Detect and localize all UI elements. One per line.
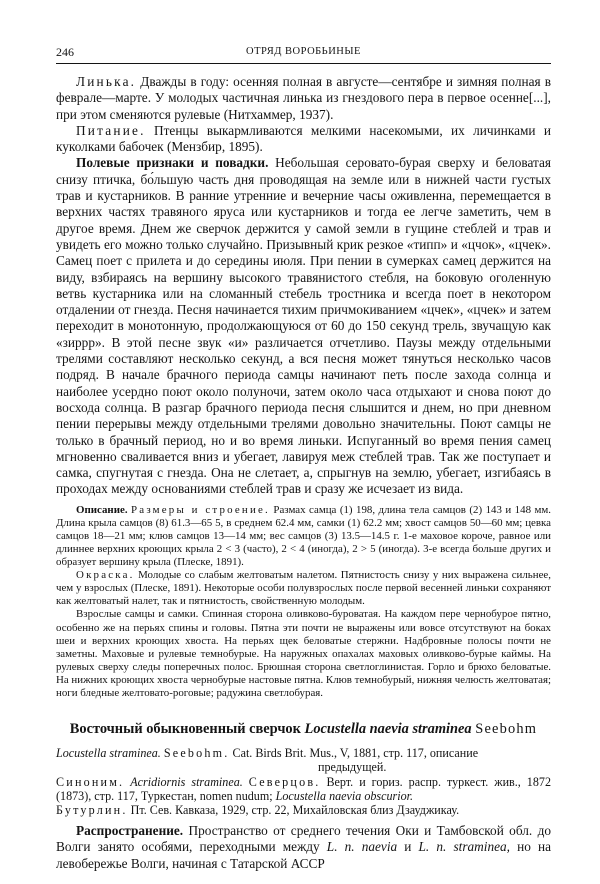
molt-paragraph <box>56 74 551 123</box>
species-name-latin: Locustella naevia straminea <box>304 721 472 738</box>
running-head: ОТРЯД ВОРОБЬИНЫЕ <box>246 46 361 57</box>
synonymy-block <box>56 746 551 817</box>
synonym-line-2 <box>56 775 551 803</box>
synonym-line-1 <box>56 746 551 774</box>
distribution-name-b: L. n. straminea, <box>418 839 510 855</box>
page-header <box>56 44 551 60</box>
distribution-block <box>56 823 551 872</box>
description-block <box>56 504 551 700</box>
distribution-label: Распространение. <box>76 823 184 839</box>
synonym-2-author: Северцов. <box>248 774 321 789</box>
food-text: Птенцы выкармливаются мелкими насекомыми, их личинками и куколками бабочек (Мензбир, 1895). <box>56 122 551 155</box>
synonym-line-3 <box>56 803 551 817</box>
distribution-text-c: но на левобережье Волги, начиная с Татарской АССР <box>56 839 551 871</box>
synonym-1-text: Cat. Birds Brit. Mus., V, 1881, стр. 117, описание <box>229 746 479 761</box>
distribution-text-a: Пространство от среднего течения Оки и Тамбовской обл. до Волги занято особями, переходными между <box>56 823 551 855</box>
field-signs-paragraph <box>56 155 551 497</box>
adults-paragraph: Взрослые самцы и самки. Спинная сторона оливково-буроватая. На каждом пере чернобурое пятно, особенно же на перьях спины и головы. Пятна эти почти не выражены или вовсе отсутствуют на боках шеи и верхних кроющих хвоста. На перьях щек беловатые стержни. Надбровные полосы почти не заметны. Маховые и рулевые темнобурые. На наружных опахалах маховых оливково-бурые каймы. На рулевых сверху следы поперечных полос. Брюшная сторона светлоглинистая. Горло и брюхо беловатые. На нижних кроющих хвоста чернобурые настовые пятна. Клюв темнобурый, нижняя челюсть желтоватая; ноги бледные желтовато-роговые; радужина светлобурая. <box>56 608 551 700</box>
synonym-label: Синоним. <box>56 774 125 789</box>
header-rule <box>56 63 551 64</box>
description-label: Описание. <box>76 503 128 516</box>
species-heading <box>56 720 551 738</box>
distribution-paragraph <box>56 823 551 872</box>
food-label: Питание. <box>76 122 146 138</box>
coloration-paragraph <box>56 569 551 608</box>
page-number: 246 <box>56 45 74 59</box>
description-paragraph <box>56 504 551 569</box>
synonym-3-author: Бутурлин. <box>56 802 128 817</box>
synonym-2-name: Acridiornis straminea. <box>130 774 243 789</box>
synonym-3-text: Пт. Сев. Кавказа, 1929, стр. 22, Михайловская близ Дзауджикау. <box>127 802 460 817</box>
field-signs-label: Полевые признаки и повадки. <box>76 155 269 171</box>
species-author: Seebohm <box>475 721 538 738</box>
distribution-name-a: L. n. naevia <box>326 839 398 855</box>
synonym-1-name: Locustella straminea. <box>56 746 161 761</box>
distribution-text-b: и <box>397 839 419 855</box>
synonym-1-author: Seebohm. <box>163 746 230 761</box>
molt-label: Линька. <box>76 74 137 89</box>
measurements-label: Размеры и строение. <box>131 503 270 516</box>
food-paragraph <box>56 123 551 156</box>
species-name-ru: Восточный обыкновенный сверчок <box>69 721 301 738</box>
synonym-1-continuation: предыдущей. <box>318 760 387 775</box>
coloration-label: Окраска. <box>76 569 135 582</box>
coloration-text: Молодые со слабым желтоватым налетом. Пятнистость снизу у них выражена сильнее, чем у взрослых (Плеске, 1891). Некоторые особи полувзрослых после первой весенней линьки сохраняют как желтоватый налет, так и пятнистость, свойственную молодым. <box>56 569 551 608</box>
molt-text: Дважды в году: осенняя полная в августе—сентябре и зимняя полная в феврале—марте. У молодых частичная линька из гнездового пера в первое осенне[...], при этом сменяются рулевые (Нитхаммер, 1937). <box>56 74 551 122</box>
description-text: Размах самца (1) 198, длина тела самцов (2) 143 и 148 мм. Длина крыла самцов (8) 61.3—65 5, в среднем 62.4 мм, самки (1) 62.2 мм; хвост самцов 50—60 мм; цевка самцов 18—21 мм; клюв самцов 13—14 мм; вес самцов (3) 13.5—14.5 г. 1-е маховое короче, равное или длиннее верхних кроющих крыла 2 < 3 (часто), 2 < 4 (иногда), 2 > 5 (иногда). 3-е всегда больше других и образует вершину крыла (Плеске, 1891). <box>56 503 551 569</box>
synonym-2-text: Верт. и гориз. распр. туркест. жив., 1872 (1873), стр. 117, Туркестан, nomen nudum; <box>56 774 551 803</box>
main-text <box>56 74 551 498</box>
field-signs-text: Небольшая серовато-бурая сверху и беловатая снизу птичка, бо́льшую часть дня проводящая на земле или в нижней части густых трав и кустарников. В ранние утренние и вечерние часы оживленна, перемещается в верхних частях травяного яруса или кустарников и тогда ее легче заметить, чем в другое время. Днем же сверчок держится у самой земли в гущине стеблей и трав и увидеть его можно только случайно. Призывный крик резкое «типп» и «цчок», «цчек». Самец поет с прилета и до середины июля. При пении в сумерках самец держится на виду, взбираясь на вершину высокого травянистого стебля, на боковую оголенную ветвь кустарника или на сломанный стебель тростника и всегда поет в некотором отдалении от гнезда. Песня начинается тихим причмокиванием «цчек», «цчек» и затем переходит в монотонную, продолжающуюся от 60 до 150 секунд трель, звучащую как «зиррр». В этой песне звук «и» различается отчетливо. Паузы между отдельными трелями составляют несколько секунд, а вся песня может тянуться несколько часов подряд. В начале брачного периода самцы начинают петь после захода солнца и наиболее усердно поют около полуночи, затем около часа отдыхают и снова поют до восхода солнца. В разгар брачного периода песня слышится и днем, но при дневном пении перерывы между отдельными трелями довольно значительны. Поют самцы не только в брачный период, но и во время линьки. Испуганный во время пения самец мгновенно сваливается вниз и убегает, лавируя меж стеблей трав. Так же поступает и самка, спугнутая с гнезда. Она не слетает, а, спрыгнув на землю, убегает, изгибаясь в проходах между основаниями стеблей трав и сразу же исчезает из вида. <box>56 155 552 497</box>
synonym-2-name-2: Locustella naevia obscurior. <box>275 788 414 803</box>
